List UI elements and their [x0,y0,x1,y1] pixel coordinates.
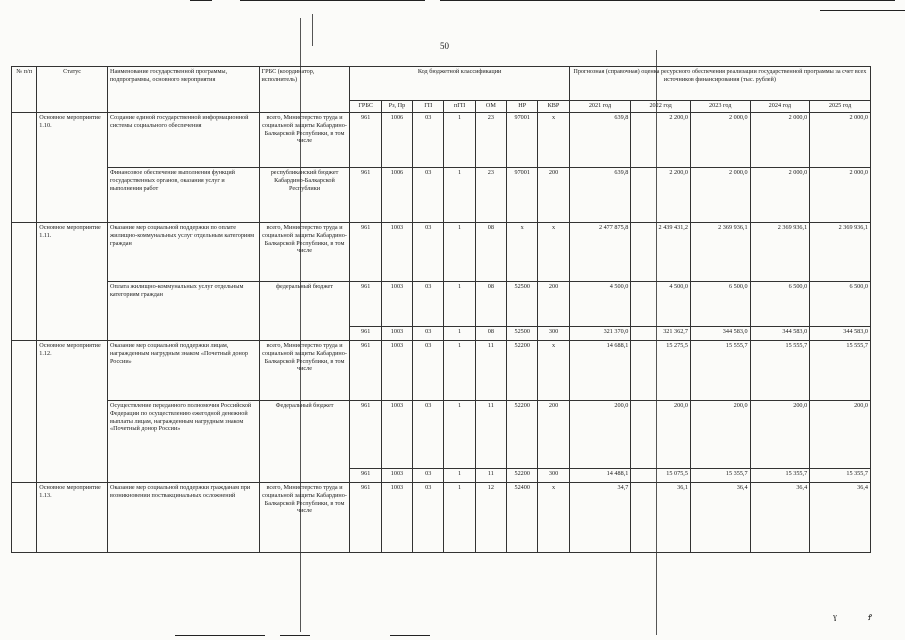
code-cell: 52400 [507,483,538,553]
value-cell: 344 583,0 [690,327,750,341]
code-cell: 03 [413,282,444,327]
col-kbk: ОМ [475,101,506,113]
value-cell: 2 000,0 [810,168,871,223]
grbs-cell: всего, Министерство труда и социальной защиты Кабардино-Балкарской Республики, в том числе [259,341,350,401]
code-cell: 03 [413,483,444,553]
table-row [12,401,871,469]
col-year: 2023 год [690,101,750,113]
name-cell: Оказание мер социальной поддержки по оплате жилищно-коммунальных услуг отдельным категориям граждан [107,223,259,282]
code-cell: 1 [444,113,475,168]
value-cell: 321 370,0 [569,327,631,341]
scan-line [312,14,313,46]
code-cell: 12 [475,483,506,553]
code-cell: 03 [413,469,444,483]
value-cell: 2 369 936,1 [750,223,810,282]
code-cell: 200 [538,168,569,223]
status-cell: Основное мероприятие 1.12. [37,341,108,483]
code-cell: 97001 [507,113,538,168]
value-cell: 200,0 [569,401,631,469]
value-cell: 15 355,7 [810,469,871,483]
code-cell: 52200 [507,469,538,483]
scan-line [820,10,905,11]
code-cell: 08 [475,223,506,282]
page-number: 50 [440,41,449,51]
code-cell: 1003 [381,483,412,553]
code-cell: 961 [350,223,381,282]
value-cell: 14 488,1 [569,469,631,483]
col-forecast-group: Прогнозная (справочная) оценка ресурсного обеспечения реализации государственной программы за счет всех источников финансирования (тыс. рублей) [569,67,870,101]
value-cell: 2 200,0 [631,113,691,168]
table-row [12,282,871,327]
col-year: 2024 год [750,101,810,113]
value-cell: 2 439 431,2 [631,223,691,282]
value-cell: 6 500,0 [810,282,871,327]
code-cell: 1006 [381,168,412,223]
value-cell: 15 555,7 [810,341,871,401]
code-cell: x [538,341,569,401]
value-cell: 200,0 [631,401,691,469]
code-cell: 961 [350,401,381,469]
value-cell: 200,0 [690,401,750,469]
code-cell: 03 [413,341,444,401]
header-row [12,67,871,101]
code-cell: 11 [475,341,506,401]
value-cell: 2 000,0 [810,113,871,168]
code-cell: 03 [413,168,444,223]
col-kbk: Рз, Пр [381,101,412,113]
code-cell: 1 [444,401,475,469]
code-cell: 1 [444,327,475,341]
corner-mark: Ꝭ [868,613,873,622]
name-cell: Оплата жилищно-коммунальных услуг отдельным категориям граждан [107,282,259,341]
value-cell: 15 355,7 [750,469,810,483]
scan-line [240,0,425,1]
value-cell: 36,4 [750,483,810,553]
value-cell: 36,4 [690,483,750,553]
grbs-cell: всего, Министерство труда и социальной защиты Кабардино-Балкарской Республики, в том числе [259,483,350,553]
code-cell: 11 [475,401,506,469]
code-cell: 11 [475,469,506,483]
code-cell: 1006 [381,113,412,168]
name-cell: Осуществление переданного полномочия Российской Федерации по осуществлению ежегодной денежной выплаты лицам, награжденным нагрудным знаком «Почетный донор России» [107,401,259,483]
scan-line [175,635,265,636]
code-cell: 961 [350,168,381,223]
value-cell: 639,8 [569,168,631,223]
value-cell: 2 000,0 [750,168,810,223]
code-cell: 1003 [381,401,412,469]
col-kbk-group: Код бюджетной классификации [350,67,569,101]
value-cell: 2 000,0 [690,113,750,168]
table-row [12,341,871,401]
value-cell: 36,4 [810,483,871,553]
code-cell: 200 [538,282,569,327]
table-row [12,223,871,282]
grbs-cell: Федеральный бюджет [259,401,350,483]
code-cell: 961 [350,341,381,401]
code-cell: 23 [475,168,506,223]
code-cell: 08 [475,282,506,327]
value-cell: 344 583,0 [750,327,810,341]
col-name: Наименование государственной программы, подпрограммы, основного мероприятия [107,67,259,113]
value-cell: 2 000,0 [690,168,750,223]
value-cell: 36,1 [631,483,691,553]
value-cell: 344 583,0 [810,327,871,341]
grbs-cell: всего, Министерство труда и социальной защиты Кабардино-Балкарской Республики, в том числе [259,223,350,282]
name-cell: Финансовое обеспечение выполнения функций государственных органов, оказания услуг и выполнения работ [107,168,259,223]
code-cell: 08 [475,327,506,341]
code-cell: x [538,113,569,168]
name-cell: Оказание мер социальной поддержки гражданам при возникновении поствакцинальных осложнений [107,483,259,553]
scan-line [190,0,212,1]
value-cell: 4 500,0 [569,282,631,327]
scan-line [440,0,895,1]
table-row [12,483,871,553]
code-cell: 52200 [507,401,538,469]
value-cell: 6 500,0 [750,282,810,327]
value-cell: 6 500,0 [690,282,750,327]
value-cell: 4 500,0 [631,282,691,327]
code-cell: 1 [444,469,475,483]
table-row [12,168,871,223]
code-cell: 03 [413,327,444,341]
value-cell: 639,8 [569,113,631,168]
code-cell: x [507,223,538,282]
col-kbk: КВР [538,101,569,113]
value-cell: 321 362,7 [631,327,691,341]
value-cell: 2 477 875,8 [569,223,631,282]
name-cell: Создание единой государственной информационной системы социального обеспечения [107,113,259,168]
status-cell: Основное мероприятие 1.11. [37,223,108,341]
value-cell: 15 555,7 [690,341,750,401]
status-cell: Основное мероприятие 1.10. [37,113,108,223]
code-cell: 1 [444,483,475,553]
code-cell: 1003 [381,282,412,327]
code-cell: 52200 [507,341,538,401]
code-cell: 1 [444,341,475,401]
value-cell: 14 688,1 [569,341,631,401]
code-cell: 03 [413,401,444,469]
name-cell: Оказание мер социальной поддержки лицам, награжденным нагрудным знаком «Почетный донор России» [107,341,259,401]
code-cell: 300 [538,469,569,483]
value-cell: 2 369 936,1 [690,223,750,282]
code-cell: 52500 [507,327,538,341]
col-year: 2021 год [569,101,631,113]
code-cell: 97001 [507,168,538,223]
scan-line [280,635,310,636]
code-cell: 1 [444,223,475,282]
code-cell: 1003 [381,327,412,341]
col-num: № п/п [12,67,37,113]
code-cell: 1 [444,282,475,327]
col-kbk: ГП [413,101,444,113]
col-year: 2022 год [631,101,691,113]
code-cell: 961 [350,327,381,341]
value-cell: 200,0 [810,401,871,469]
grbs-cell: всего, Министерство труда и социальной защиты Кабардино-Балкарской Республики, в том числе [259,113,350,168]
code-cell: 961 [350,469,381,483]
code-cell: 961 [350,483,381,553]
code-cell: 300 [538,327,569,341]
value-cell: 34,7 [569,483,631,553]
table-row [12,113,871,168]
code-cell: 03 [413,113,444,168]
code-cell: 1003 [381,469,412,483]
code-cell: x [538,223,569,282]
col-grbs: ГРБС (координатор, исполнитель) [259,67,350,113]
code-cell: 23 [475,113,506,168]
grbs-cell: федеральный бюджет [259,282,350,341]
code-cell: 200 [538,401,569,469]
code-cell: 52500 [507,282,538,327]
value-cell: 15 555,7 [750,341,810,401]
value-cell: 2 369 936,1 [810,223,871,282]
col-kbk: НР [507,101,538,113]
value-cell: 2 000,0 [750,113,810,168]
code-cell: 03 [413,223,444,282]
code-cell: 1003 [381,341,412,401]
code-cell: 961 [350,113,381,168]
scan-line [390,635,430,636]
value-cell: 15 275,5 [631,341,691,401]
budget-table [11,66,871,553]
value-cell: 15 355,7 [690,469,750,483]
code-cell: 1003 [381,223,412,282]
code-cell: x [538,483,569,553]
col-year: 2025 год [810,101,871,113]
corner-mark: ɣ [833,612,837,621]
value-cell: 200,0 [750,401,810,469]
col-kbk: пГП [444,101,475,113]
grbs-cell: республиканский бюджет Кабардино-Балкарской Республики [259,168,350,223]
col-kbk: ГРБС [350,101,381,113]
col-status: Статус [37,67,108,113]
code-cell: 961 [350,282,381,327]
value-cell: 15 075,5 [631,469,691,483]
status-cell: Основное мероприятие 1.13. [37,483,108,553]
value-cell: 2 200,0 [631,168,691,223]
code-cell: 1 [444,168,475,223]
